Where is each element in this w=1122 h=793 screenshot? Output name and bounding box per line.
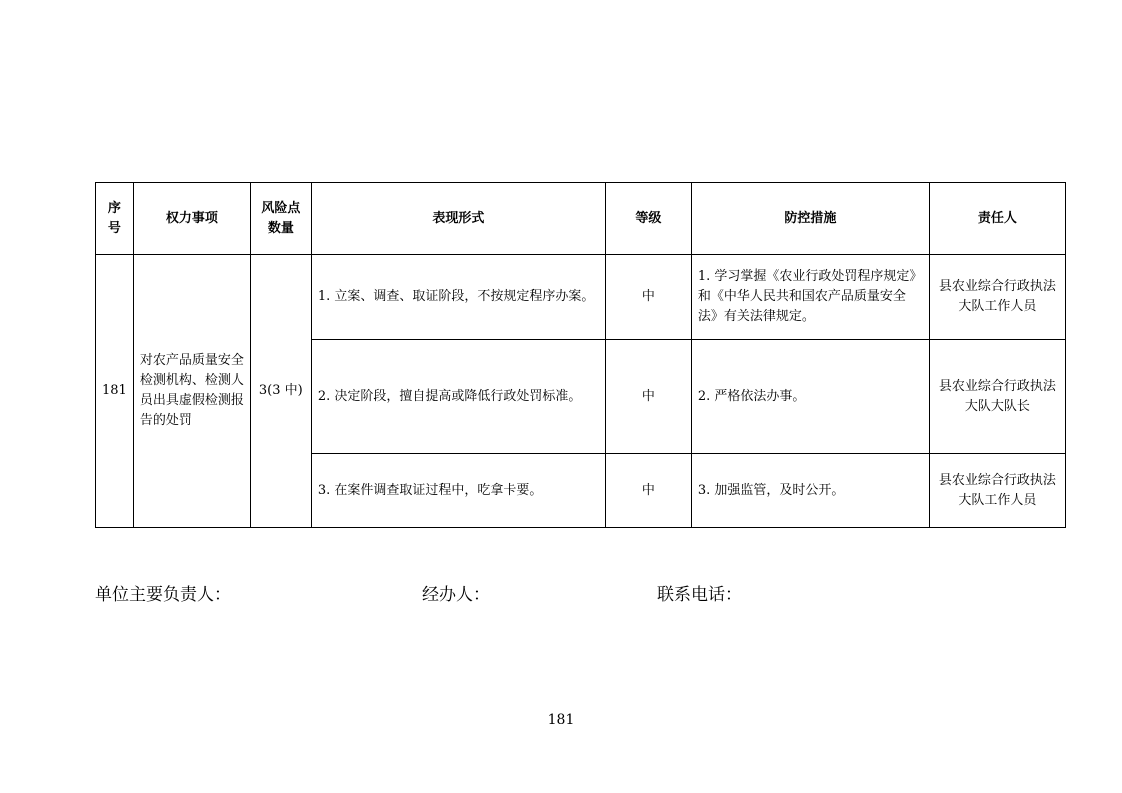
header-seq-line1: 序 [107, 200, 121, 216]
header-row [96, 183, 1066, 255]
cell-measure: 3. 加强监管，及时公开。 [691, 454, 929, 528]
risk-table [95, 182, 1066, 528]
header-risk-line1: 风险点 [261, 200, 301, 216]
signature-line [95, 580, 1062, 604]
header-form: 表现形式 [311, 183, 605, 255]
leader-label: 单位主要负责人： [95, 585, 231, 605]
cell-level: 中 [605, 340, 691, 454]
cell-form: 3. 在案件调查取证过程中，吃拿卡要。 [311, 454, 605, 528]
handler-label: 经办人： [422, 585, 490, 605]
header-seq-line2: 号 [107, 220, 121, 236]
header-risk-count [250, 183, 311, 255]
cell-form: 2. 决定阶段，擅自提高或降低行政处罚标准。 [311, 340, 605, 454]
header-level: 等级 [605, 183, 691, 255]
header-seq [96, 183, 134, 255]
header-power: 权力事项 [133, 183, 250, 255]
table-row [96, 255, 1066, 340]
cell-level: 中 [605, 454, 691, 528]
cell-power-item: 对农产品质量安全检测机构、检测人员出具虚假检测报告的处罚 [133, 255, 250, 528]
cell-measure: 1. 学习掌握《农业行政处罚程序规定》和《中华人民共和国农产品质量安全法》有关法律规定。 [691, 255, 929, 340]
cell-seq: 181 [96, 255, 134, 528]
phone-label: 联系电话： [657, 585, 742, 605]
header-measures: 防控措施 [691, 183, 929, 255]
cell-owner: 县农业综合行政执法大队工作人员 [929, 255, 1065, 340]
page-number: 181 [547, 712, 575, 728]
cell-measure: 2. 严格依法办事。 [691, 340, 929, 454]
cell-owner: 县农业综合行政执法大队工作人员 [929, 454, 1065, 528]
cell-form: 1. 立案、调查、取证阶段，不按规定程序办案。 [311, 255, 605, 340]
header-owner: 责任人 [929, 183, 1065, 255]
header-risk-line2: 数量 [267, 220, 294, 236]
cell-owner: 县农业综合行政执法大队大队长 [929, 340, 1065, 454]
cell-level: 中 [605, 255, 691, 340]
cell-risk-count: 3(3 中) [250, 255, 311, 528]
